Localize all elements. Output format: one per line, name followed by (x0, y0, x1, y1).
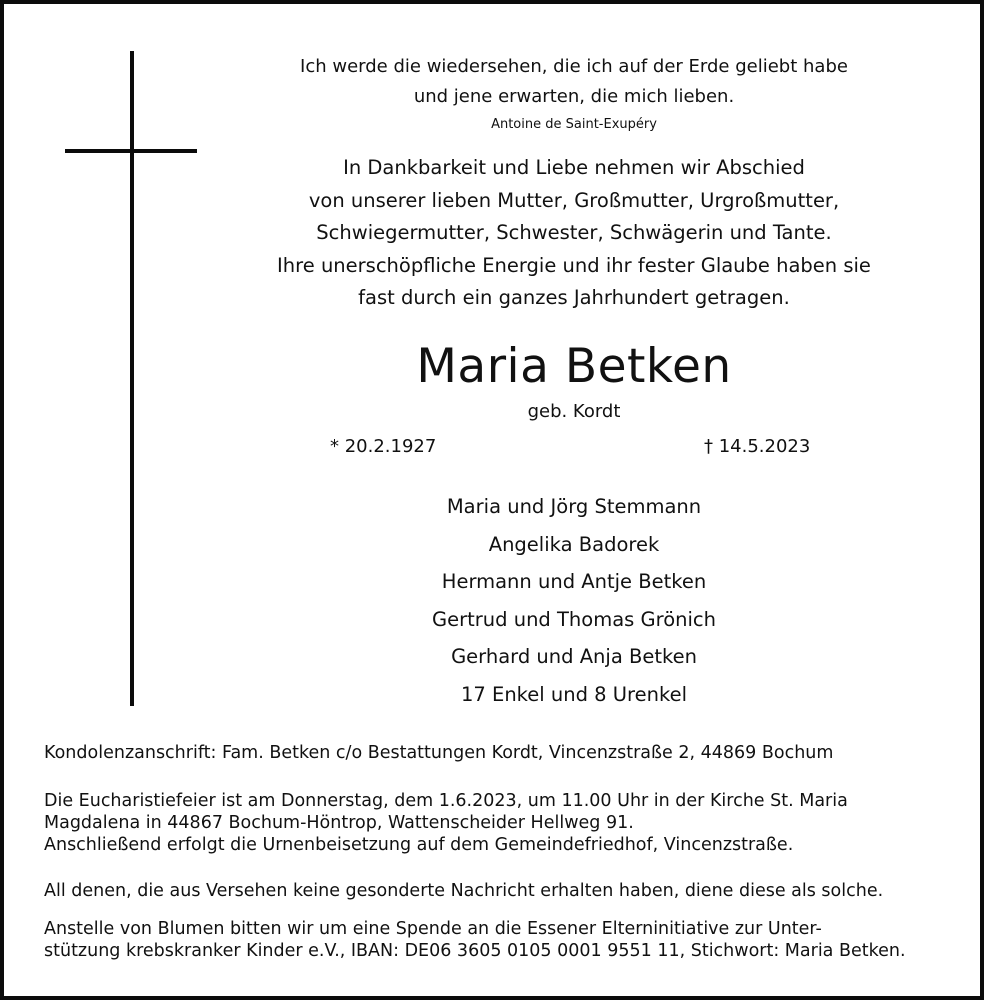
service-line: Die Eucharistiefeier ist am Donnerstag, dem 1.6.2023, um 11.00 Uhr in der Kirche St. Maria (44, 791, 848, 811)
mourner-entry: Gerhard und Anja Betken (451, 645, 697, 668)
deceased-name: Maria Betken (416, 339, 732, 394)
condolence-line: Kondolenzanschrift: Fam. Betken c/o Bestattungen Kordt, Vincenzstraße 2, 44869 Bochum (44, 743, 834, 763)
notification-line: All denen, die aus Versehen keine gesonderte Nachricht erhalten haben, diene diese als solche. (44, 881, 884, 901)
maiden-name: geb. Kordt (527, 401, 621, 422)
mourner-entry: Angelika Badorek (488, 532, 660, 556)
service-info (44, 790, 974, 856)
mourner-entry: Hermann und Antje Betken (441, 570, 707, 593)
quote (204, 52, 944, 112)
intro-line: In Dankbarkeit und Liebe nehmen wir Abschied (343, 156, 805, 179)
quote-line: und jene erwarten, die mich lieben. (413, 86, 735, 107)
death-date: † 14.5.2023 (704, 436, 811, 457)
intro-line: von unserer lieben Mutter, Großmutter, Urgroßmutter, (308, 188, 840, 212)
intro-text (204, 152, 944, 315)
mourners-list (204, 488, 944, 713)
donation-line: Anstelle von Blumen bitten wir um eine Spende an die Essener Elterninitiative zur Unter- (44, 919, 822, 939)
condolence-address (44, 742, 974, 764)
donation-request (44, 918, 974, 962)
donation-line: stützung krebskranker Kinder e.V., IBAN: DE06 3605 0105 0001 9551 11, Stichwort: Maria Betken. (44, 941, 906, 961)
intro-line: Ihre unerschöpfliche Energie und ihr fester Glaube haben sie (277, 253, 871, 277)
intro-line: fast durch ein ganzes Jahrhundert getragen. (358, 286, 790, 310)
quote-author: Antoine de Saint-Exupéry (491, 117, 657, 132)
intro-line: Schwiegermutter, Schwester, Schwägerin und Tante. (316, 221, 832, 245)
cross-icon-crossbar (65, 149, 197, 153)
mourner-entry: 17 Enkel und 8 Urenkel (460, 682, 688, 706)
mourner-entry: Gertrud und Thomas Grönich (431, 607, 716, 631)
service-line: Anschließend erfolgt die Urnenbeisetzung auf dem Gemeindefriedhof, Vincenzstraße. (44, 835, 794, 855)
birth-date: * 20.2.1927 (330, 436, 437, 457)
service-line: Magdalena in 44867 Bochum-Höntrop, Wattenscheider Hellweg 91. (44, 813, 634, 833)
quote-line: Ich werde die wiedersehen, die ich auf der Erde geliebt habe (300, 56, 848, 77)
notification-text (44, 880, 974, 902)
mourner-entry: Maria und Jörg Stemmann (446, 495, 702, 518)
